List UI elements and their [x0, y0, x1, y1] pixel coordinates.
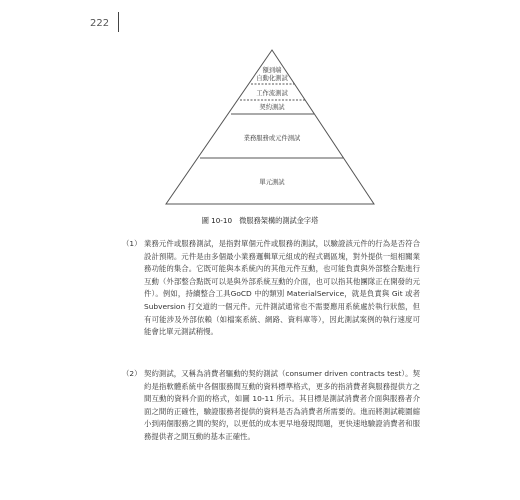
- list-item: [122, 368, 420, 444]
- list-item-number: （2）: [122, 369, 142, 378]
- layer-label-contract: 契約測試: [259, 104, 285, 111]
- list-item-text: 業務元件或服務測試，是指對單個元件或服務的測試，以驗證該元件的行為是否符合設計預期。元件是由多個最小業務邏輯單元組成的程式碼區塊，對外提供一組相關業務功能的集合。它既可能與本系統內的其他元件互動，也可能負責與外部整合點進行互動（外部整合點既可以是與外部系統互動的介面，也可以指其他團隊正在開發的元件）。例如，持續整合工具GoCD 中的類別 MaterialService，就是負責與 Git 或者 Subversion 打交道的一個元件。元件測試通常也不需要應用系統處於執行狀態，但有可能涉及外部依賴（如檔案系統、網路、資料庫等），因此測試案例的執行速度可能會比單元測試稍慢。: [144, 239, 420, 337]
- layer-label-e2e-line2: 自動化測試: [256, 75, 288, 82]
- list-item: [122, 238, 420, 339]
- test-pyramid-diagram: [0, 0, 520, 215]
- layer-label-unit: 單元測試: [259, 179, 285, 186]
- layer-label-business: 業務服務或元件測試: [243, 135, 301, 142]
- page-number: 222: [90, 18, 110, 29]
- figure-caption: 圖 10-10 微服務架構的測試金字塔: [201, 216, 319, 225]
- layer-label-e2e-line1: 額到端: [262, 67, 282, 74]
- list-item-text: 契約測試，又稱為消費者驅動的契約測試（consumer driven contracts test）。契約是指軟體系統中各個服務間互動的資料標準格式，更多的指消費者與服務提供方之間互動的資料介面的格式，如圖 10-11 所示。其目標是測試消費者介面與服務者介面之間的正確性，驗證服務者提供的資料是否為消費者所需要的。進而將測試範圍縮小到兩個服務之間的契約，以更低的成本更早地發現問題，更快速地驗證消費者和服務提供者之間互動的基本正確性。: [144, 369, 420, 441]
- list-item-number: （1）: [122, 239, 142, 248]
- layer-label-workflow: 工作流測試: [256, 90, 288, 97]
